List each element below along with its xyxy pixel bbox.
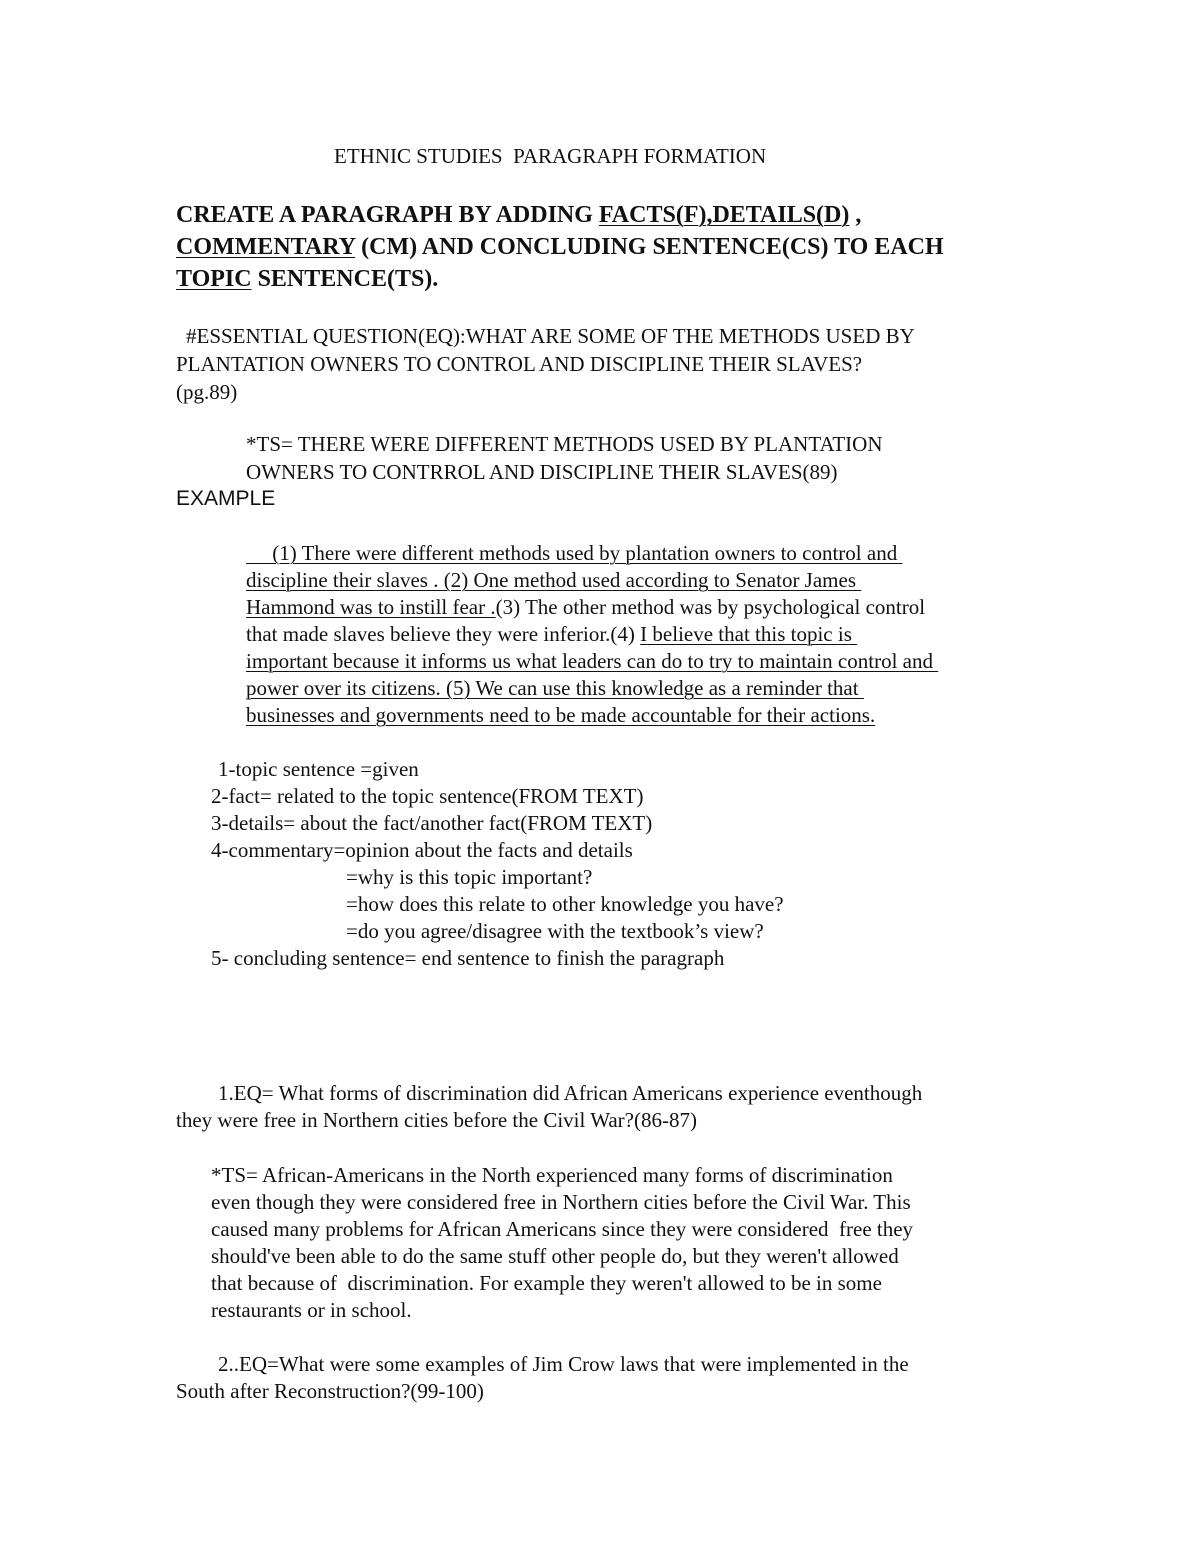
- example-line: (1) There were different methods used by plantation owners to control and: [246, 541, 903, 565]
- topic-sentence-line: *TS= THERE WERE DIFFERENT METHODS USED BY PLANTATION: [246, 432, 883, 456]
- question-2-line: South after Reconstruction?(99-100): [176, 1379, 484, 1403]
- example-line: businesses and governments need to be made accountable for their actions.: [246, 703, 876, 727]
- step-subitem: =why is this topic important?: [346, 865, 593, 889]
- question-2-line: 2..EQ=What were some examples of Jim Crow laws that were implemented in the: [218, 1352, 909, 1376]
- answer-1-line: that because of discrimination. For example they weren't allowed to be in some: [211, 1271, 882, 1295]
- example-label: EXAMPLE: [176, 487, 276, 510]
- topic-term: TOPIC: [176, 266, 252, 292]
- instructions-text: ,: [849, 202, 862, 228]
- page-title: ETHNIC STUDIES PARAGRAPH FORMATION: [334, 144, 767, 168]
- essential-question-line: PLANTATION OWNERS TO CONTROL AND DISCIPLINE THEIR SLAVES?: [176, 352, 863, 376]
- essential-question-line: #ESSENTIAL QUESTION(EQ):WHAT ARE SOME OF THE METHODS USED BY: [186, 324, 915, 348]
- answer-1-line: *TS= African-Americans in the North experienced many forms of discrimination: [211, 1163, 893, 1187]
- example-line: power over its citizens. (5) We can use this knowledge as a reminder that: [246, 676, 864, 700]
- topic-sentence-line: OWNERS TO CONTRROL AND DISCIPLINE THEIR SLAVES(89): [246, 460, 838, 484]
- step-item: 5- concluding sentence= end sentence to finish the paragraph: [211, 946, 725, 970]
- step-item: 2-fact= related to the topic sentence(FROM TEXT): [211, 784, 644, 808]
- step-item: 4-commentary=opinion about the facts and details: [211, 838, 633, 862]
- answer-1-line: caused many problems for African Americans since they were considered free they: [211, 1217, 914, 1241]
- example-line: [246, 597, 925, 618]
- instructions-text: CREATE A PARAGRAPH BY ADDING: [176, 202, 599, 228]
- example-line: [246, 624, 857, 645]
- answer-1-line: restaurants or in school.: [211, 1298, 412, 1322]
- question-1-line: 1.EQ= What forms of discrimination did African Americans experience eventhough: [218, 1081, 923, 1105]
- instructions-text: (CM) AND CONCLUDING SENTENCE(CS) TO EACH: [355, 234, 944, 260]
- question-1-line: they were free in Northern cities before the Civil War?(86-87): [176, 1108, 697, 1132]
- answer-1-line: should've been able to do the same stuff other people do, but they weren't allowed: [211, 1244, 899, 1268]
- example-line: discipline their slaves . (2) One method used according to Senator James: [246, 568, 862, 592]
- example-detail-text: that made slaves believe they were inferior.(4): [246, 622, 641, 646]
- instructions-line-3: [176, 267, 438, 291]
- facts-details-term: FACTS(F),DETAILS(D): [598, 202, 850, 228]
- step-subitem: =how does this relate to other knowledge you have?: [346, 892, 784, 916]
- essential-question-page: (pg.89): [176, 380, 238, 404]
- example-detail-text: (3) The other method was by psychological control: [495, 595, 926, 619]
- commentary-term: COMMENTARY: [176, 234, 356, 260]
- answer-1-line: even though they were considered free in Northern cities before the Civil War. This: [211, 1190, 911, 1214]
- instructions-line-2: [176, 235, 944, 259]
- step-subitem: =do you agree/disagree with the textbook’s view?: [346, 919, 764, 943]
- instructions-line-1: [176, 203, 861, 227]
- example-line: important because it informs us what leaders can do to try to maintain control and: [246, 649, 939, 673]
- step-item: 3-details= about the fact/another fact(FROM TEXT): [211, 811, 653, 835]
- instructions-text: SENTENCE(TS).: [251, 266, 439, 292]
- example-commentary-text: I believe that this topic is: [640, 622, 858, 646]
- step-item: 1-topic sentence =given: [218, 757, 419, 781]
- example-fact-text: Hammond was to instill fear .: [246, 595, 496, 619]
